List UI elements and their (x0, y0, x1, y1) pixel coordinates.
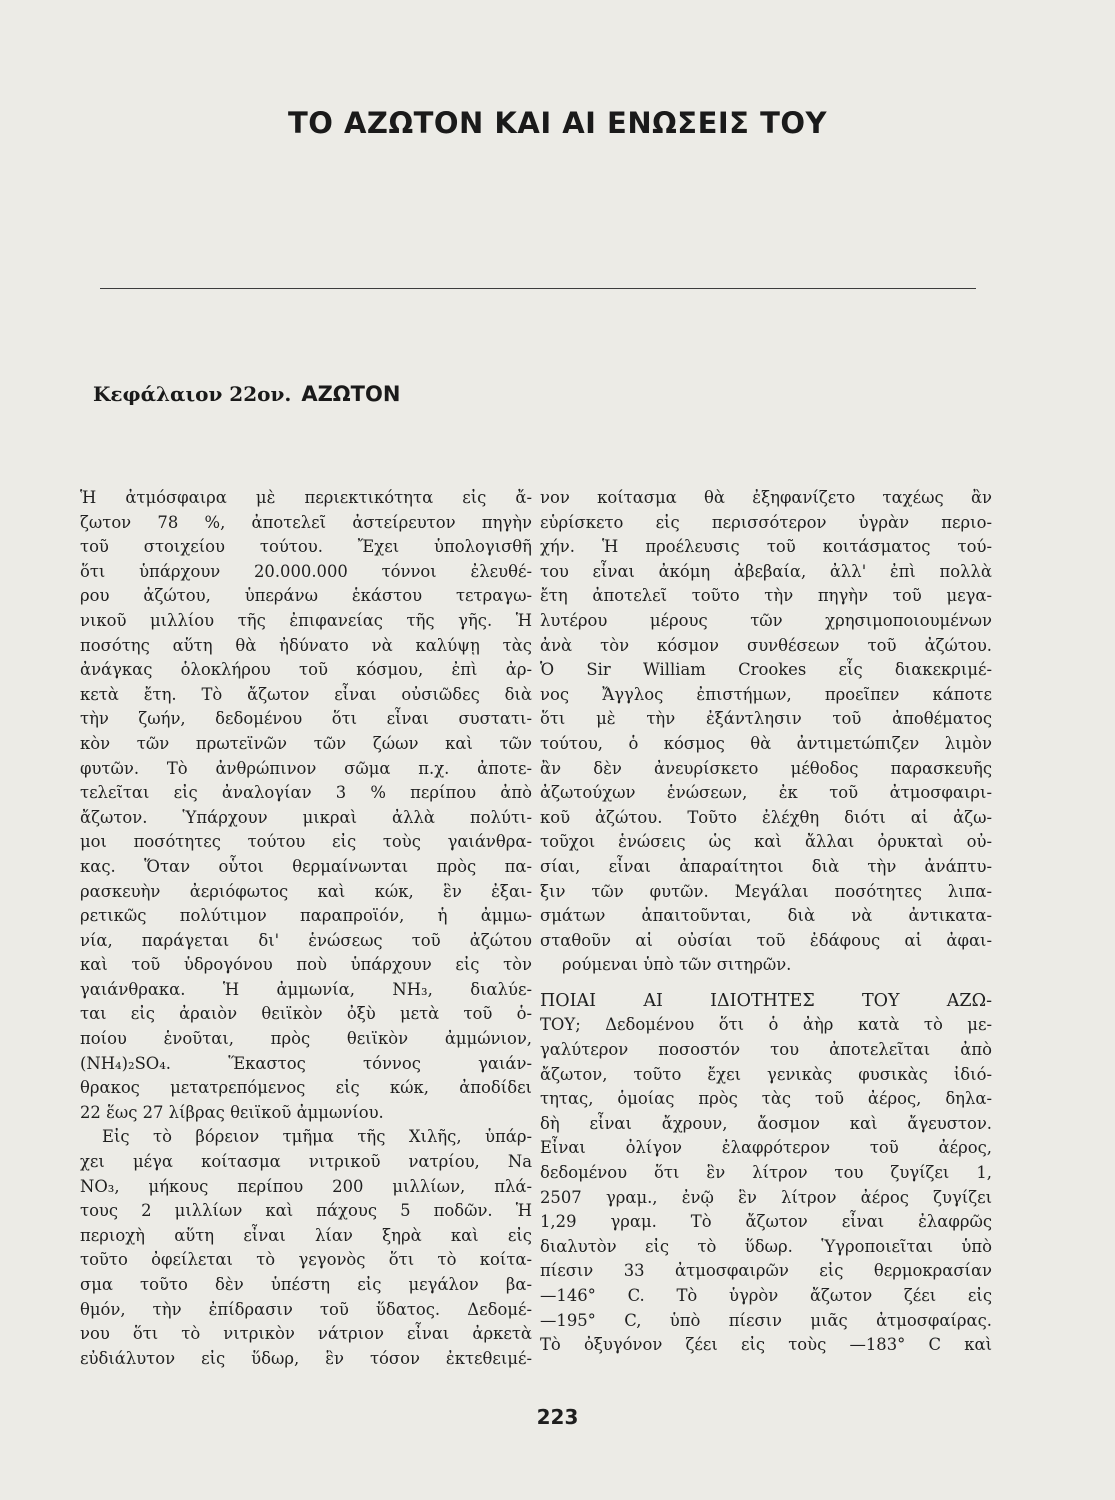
page-title: ΤΟ ΑΖΩΤΟΝ ΚΑΙ ΑΙ ΕΝΩΣΕΙΣ ΤΟΥ (287, 106, 828, 140)
text-line: ρούμεναι ὑπὸ τῶν σιτηρῶν. (562, 955, 792, 975)
text-line: δὴ εἶναι ἄχρουν, ἄοσμον καὶ ἄγευστον. (540, 1113, 992, 1133)
text-line: χήν. Ἡ προέλευσις τοῦ κοιτάσματος τού- (540, 537, 992, 557)
text-line: τούτου, ὁ κόσμος θὰ ἀντιμετώπιζεν λιμὸν (540, 733, 992, 753)
text-line: Ἡ ἀτμόσφαιρα μὲ περιεκτικότητα εἰς ἄ- (80, 488, 532, 507)
text-line: Τὸ ὀξυγόνον ζέει εἰς τοὺς —183° C καὶ (540, 1335, 992, 1355)
text-line: διαλυτὸν εἰς τὸ ὕδωρ. Ὑγροποιεῖται ὑπὸ (540, 1236, 992, 1256)
text-line: ποσότης αὕτη θὰ ἠδύνατο νὰ καλύψῃ τὰς (80, 635, 532, 655)
text-line: σμα τοῦτο δὲν ὑπέστη εἰς μεγάλον βα- (80, 1275, 532, 1294)
text-line: ποίου ἑνοῦται, πρὸς θειϊκὸν ἀμμώνιον, (80, 1029, 532, 1049)
text-line: ΤΟΥ; Δεδομένου ὅτι ὁ ἀὴρ κατὰ τὸ με- (540, 1015, 992, 1035)
text-line: τελεῖται εἰς ἀναλογίαν 3 % περίπου ἀπὸ (80, 783, 532, 803)
text-line: (NH₄)₂SO₄. Ἕκαστος τόννος γαιάν- (80, 1053, 532, 1073)
text-line: λυτέρου μέρους τῶν χρησιμοποιουμένων (540, 610, 992, 630)
text-line: 22 ἕως 27 λίβρας θειϊκοῦ ἀμμωνίου. (80, 1102, 384, 1122)
text-line: νου ὅτι τὸ νιτρικὸν νάτριον εἶναι ἀρκετὰ (80, 1324, 532, 1344)
text-line: σίαι, εἶναι ἀπαραίτητοι διὰ τὴν ἀνάπτυ- (540, 856, 992, 876)
text-line: κας. Ὅταν οὗτοι θερμαίνωνται πρὸς πα- (80, 856, 532, 876)
text-line: γαιάνθρακα. Ἡ ἀμμωνία, NH₃, διαλύε- (80, 979, 532, 999)
right-column (540, 486, 992, 1358)
text-line: ἀνάγκας ὁλοκλήρου τοῦ κόσμου, ἐπὶ ἀρ- (80, 660, 532, 680)
text-line: κὸν τῶν πρωτεϊνῶν τῶν ζώων καὶ τῶν (80, 733, 532, 753)
text-line: εὐδιάλυτον εἰς ὕδωρ, ἓν τόσον ἐκτεθειμέ- (80, 1348, 532, 1368)
title-divider (100, 288, 976, 289)
text-line: θρακος μετατρεπόμενος εἰς κώκ, ἀποδίδει (80, 1078, 532, 1098)
text-line: NO₃, μήκους περίπου 200 μιλλίων, πλά- (80, 1176, 532, 1196)
text-line: ἀνὰ τὸν κόσμον συνθέσεων τοῦ ἀζώτου. (540, 635, 992, 655)
text-line: τητας, ὁμοίας πρὸς τὰς τοῦ ἀέρος, δηλα- (540, 1089, 992, 1109)
section-heading: ΠΟΙΑΙ ΑΙ ΙΔΙΟΤΗΤΕΣ ΤΟΥ ΑΖΩ- (540, 990, 992, 1011)
text-line: ται εἰς ἀραιὸν θειϊκὸν ὀξὺ μετὰ τοῦ ὁ- (80, 1004, 532, 1024)
chapter-label: Κεφάλαιον 22ον. (93, 382, 292, 406)
text-line: κοῦ ἀζώτου. Τοῦτο ἐλέχθη διότι αἱ ἀζω- (540, 807, 992, 827)
text-line: —146° C. Τὸ ὑγρὸν ἄζωτον ζέει εἰς (540, 1286, 992, 1305)
text-line: νον κοίτασμα θὰ ἐξηφανίζετο ταχέως ἂν (540, 488, 992, 507)
text-line: σμάτων ἀπαιτοῦνται, διὰ νὰ ἀντικατα- (540, 906, 992, 926)
text-line: 2507 γραμ., ἐνῷ ἓν λίτρον ἀέρος ζυγίζει (540, 1187, 992, 1207)
text-line: ὅτι μὲ τὴν ἐξάντλησιν τοῦ ἀποθέματος (540, 709, 992, 729)
text-line: νικοῦ μιλλίου τῆς ἐπιφανείας τῆς γῆς. Ἡ (80, 610, 532, 630)
chapter-heading (93, 382, 400, 406)
text-line: γαλύτερον ποσοστόν του ἀποτελεῖται ἀπὸ (540, 1040, 992, 1060)
text-line: ρου ἀζώτου, ὑπεράνω ἑκάστου τετραγω- (80, 586, 532, 606)
text-line: περιοχὴ αὕτη εἶναι λίαν ξηρὰ καὶ εἰς (80, 1225, 532, 1245)
text-line: νος Ἄγγλος ἐπιστήμων, προεῖπεν κάποτε (540, 684, 992, 704)
text-line: ρετικῶς πολύτιμον παραπροϊόν, ἡ ἀμμω- (80, 906, 532, 926)
text-line: μοι ποσότητες τούτου εἰς τοὺς γαιάνθρα- (80, 832, 532, 852)
text-line: δεδομένου ὅτι ἓν λίτρον του ζυγίζει 1, (540, 1163, 992, 1183)
text-line: ρασκευὴν ἀεριόφωτος καὶ κώκ, ἓν ἐξαι- (80, 881, 532, 901)
text-line: ἄζωτον. Ὑπάρχουν μικραὶ ἀλλὰ πολύτι- (80, 807, 532, 827)
text-line: Ὁ Sir William Crookes εἷς διακεκριμέ- (540, 660, 992, 680)
text-line: καὶ τοῦ ὑδρογόνου ποὺ ὑπάρχουν εἰς τὸν (80, 955, 532, 975)
chapter-name: ΑΖΩΤΟΝ (301, 382, 401, 406)
text-line: ἔτη ἀποτελεῖ τοῦτο τὴν πηγὴν τοῦ μεγα- (540, 586, 992, 606)
text-line: ἄζωτον, τοῦτο ἔχει γενικὰς φυσικὰς ἰδιό- (540, 1064, 992, 1084)
text-line: του εἶναι ἀκόμη ἀβεβαία, ἀλλ' ἐπὶ πολλὰ (540, 561, 992, 581)
text-line: τους 2 μιλλίων καὶ πάχους 5 ποδῶν. Ἡ (80, 1201, 532, 1221)
text-line: τοῦτο ὀφείλεται τὸ γεγονὸς ὅτι τὸ κοίτα- (80, 1250, 532, 1270)
text-line: σταθοῦν αἱ οὐσίαι τοῦ ἐδάφους αἱ ἀφαι- (540, 930, 992, 950)
text-line: φυτῶν. Τὸ ἀνθρώπινον σῶμα π.χ. ἀποτε- (80, 758, 532, 778)
section-properties (540, 989, 992, 1358)
text-line: Εἰς τὸ βόρειον τμῆμα τῆς Χιλῆς, ὑπάρ- (102, 1127, 532, 1147)
text-line: ἂν δὲν ἀνευρίσκετο μέθοδος παρασκευῆς (540, 758, 992, 778)
text-line: τὴν ζωήν, δεδομένου ὅτι εἶναι συστατι- (80, 709, 532, 729)
text-line: 1,29 γραμ. Τὸ ἄζωτον εἶναι ἐλαφρῶς (540, 1212, 992, 1232)
left-column (80, 486, 532, 1371)
text-line: ξιν τῶν φυτῶν. Μεγάλαι ποσότητες λιπα- (540, 881, 992, 901)
text-line: ζωτον 78 %, ἀποτελεῖ ἀστείρευτον πηγὴν (80, 512, 532, 532)
text-line: τοῦχοι ἑνώσεις ὡς καὶ ἄλλαι ὀρυκταὶ οὐ- (540, 832, 992, 852)
text-line: τοῦ στοιχείου τούτου. Ἔχει ὑπολογισθῆ (80, 537, 532, 557)
text-line: χει μέγα κοίτασμα νιτρικοῦ νατρίου, Na (80, 1152, 532, 1172)
text-line: κετὰ ἔτη. Τὸ ἄζωτον εἶναι οὐσιῶδες διὰ (80, 684, 532, 704)
text-line: πίεσιν 33 ἀτμοσφαιρῶν εἰς θερμοκρασίαν (540, 1261, 992, 1281)
text-line: θμόν, τὴν ἐπίδρασιν τοῦ ὕδατος. Δεδομέ- (80, 1299, 532, 1319)
text-line: ὅτι ὑπάρχουν 20.000.000 τόννοι ἐλευθέ- (80, 561, 532, 581)
text-line: νία, παράγεται δι' ἑνώσεως τοῦ ἀζώτου (80, 930, 532, 950)
text-line: εὑρίσκετο εἰς περισσότερον ὑγρὰν περιο- (540, 512, 992, 532)
text-line: Εἶναι ὀλίγον ἐλαφρότερον τοῦ ἀέρος, (540, 1138, 992, 1158)
text-line: ἀζωτούχων ἑνώσεων, ἐκ τοῦ ἀτμοσφαιρι- (540, 783, 992, 803)
text-line: —195° C, ὑπὸ πίεσιν μιᾶς ἀτμοσφαίρας. (540, 1310, 992, 1330)
page-number: 223 (536, 1405, 579, 1429)
